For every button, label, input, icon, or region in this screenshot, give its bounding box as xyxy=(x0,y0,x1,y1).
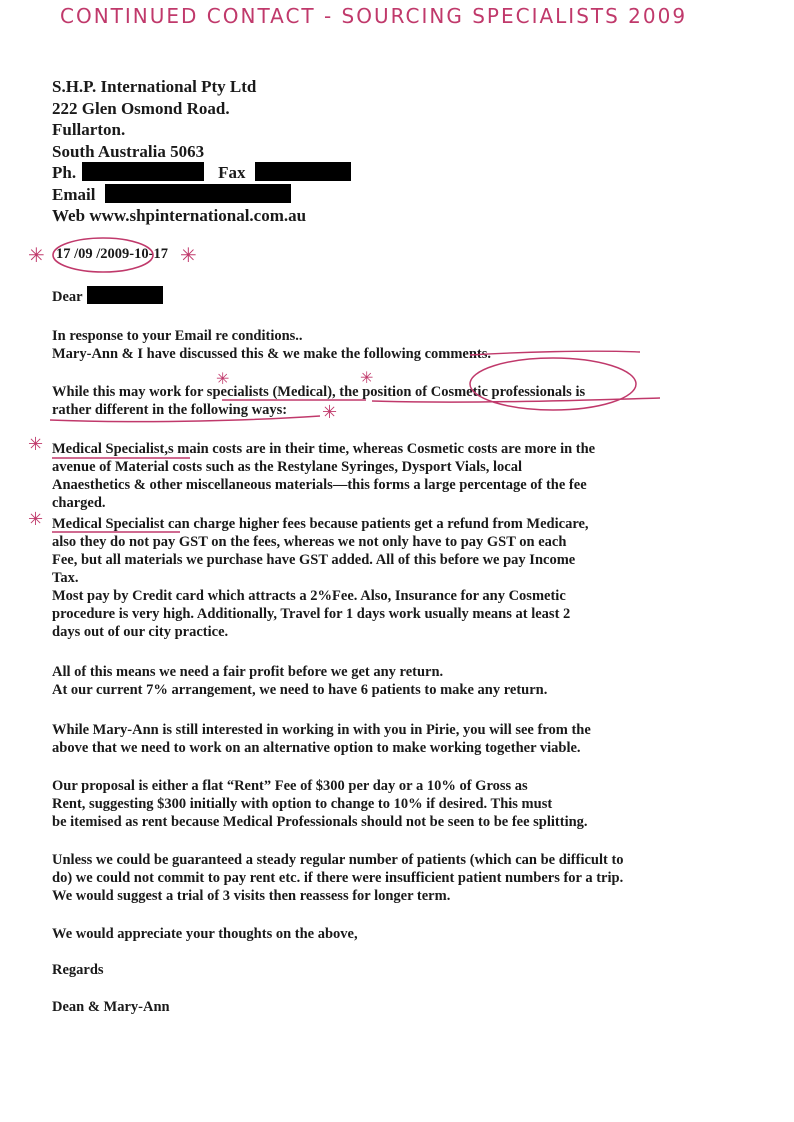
body-line: procedure is very high. Additionally, Travel for 1 days work usually means at least 2 xyxy=(52,606,571,622)
body-line: We would appreciate your thoughts on the above, xyxy=(52,926,358,942)
body-line: In response to your Email re conditions.. xyxy=(52,328,303,344)
body-line: also they do not pay GST on the fees, whereas we not only have to pay GST on each xyxy=(52,534,567,550)
body-line: days out of our city practice. xyxy=(52,624,229,640)
body-line: Unless we could be guaranteed a steady regular number of patients (which can be difficult to xyxy=(52,852,624,868)
signoff: Dean & Mary-Ann xyxy=(52,999,170,1015)
street-address: 222 Glen Osmond Road. xyxy=(52,98,230,118)
body-line: do) we could not commit to pay rent etc. if there were insufficient patient numbers for a trip. xyxy=(52,870,624,886)
body-line: Rent, suggesting $300 initially with option to change to 10% if desired. This must xyxy=(52,796,553,812)
body-line: We would suggest a trial of 3 visits then reassess for longer term. xyxy=(52,888,451,904)
svg-text:✳: ✳ xyxy=(28,434,44,455)
letter-date: 17 /09 /2009-10-17 xyxy=(56,246,168,262)
closing: Regards xyxy=(52,962,104,978)
body-line: Tax. xyxy=(52,570,79,586)
state-postcode: South Australia 5063 xyxy=(52,141,205,161)
handwritten-header-note: CONTINUED CONTACT - SOURCING SPECIALISTS 2009 xyxy=(60,4,688,28)
svg-text:✳: ✳ xyxy=(216,369,230,388)
svg-text:✳: ✳ xyxy=(360,368,374,387)
phone-label: Ph. xyxy=(52,163,77,182)
company-name: S.H.P. International Pty Ltd xyxy=(52,77,257,96)
svg-text:✳: ✳ xyxy=(180,243,197,267)
web-label: Web xyxy=(52,206,86,225)
svg-text:✳: ✳ xyxy=(28,509,44,530)
svg-text:✳: ✳ xyxy=(28,243,45,267)
web-address: www.shpinternational.com.au xyxy=(89,206,307,225)
body-line: Medical Specialist can charge higher fees because patients get a refund from Medicare, xyxy=(52,516,589,532)
body-line: Our proposal is either a flat “Rent” Fee of $300 per day or a 10% of Gross as xyxy=(52,778,528,794)
body-line: While this may work for specialists (Medical), the position of Cosmetic professionals is xyxy=(52,384,586,400)
body-line: Anaesthetics & other miscellaneous materials—this forms a large percentage of the fee xyxy=(52,477,587,493)
body-line: avenue of Material costs such as the Restylane Syringes, Dysport Vials, local xyxy=(52,459,523,475)
salutation: Dear xyxy=(52,289,83,305)
fax-label: Fax xyxy=(218,163,246,182)
body-line: rather different in the following ways: xyxy=(52,402,288,418)
body-line: Mary-Ann & I have discussed this & we make the following comments. xyxy=(52,346,492,362)
body-line: While Mary-Ann is still interested in working in with you in Pirie, you will see from the xyxy=(52,722,591,738)
suburb: Fullarton. xyxy=(52,120,126,139)
body-line: Fee, but all materials we purchase have GST added. All of this before we pay Income xyxy=(52,552,576,568)
body-line: above that we need to work on an alternative option to make working together viable. xyxy=(52,740,581,756)
svg-text:✳: ✳ xyxy=(322,402,338,423)
body-line: At our current 7% arrangement, we need to have 6 patients to make any return. xyxy=(52,682,548,698)
body-line: be itemised as rent because Medical Professionals should not be seen to be fee splitting. xyxy=(52,814,588,830)
body-line: Most pay by Credit card which attracts a 2%Fee. Also, Insurance for any Cosmetic xyxy=(52,588,566,604)
email-label: Email xyxy=(52,184,96,204)
body-line: charged. xyxy=(52,495,106,511)
body-line: All of this means we need a fair profit before we get any return. xyxy=(52,664,444,680)
body-line: Medical Specialist,s main costs are in their time, whereas Cosmetic costs are more in the xyxy=(52,441,596,457)
